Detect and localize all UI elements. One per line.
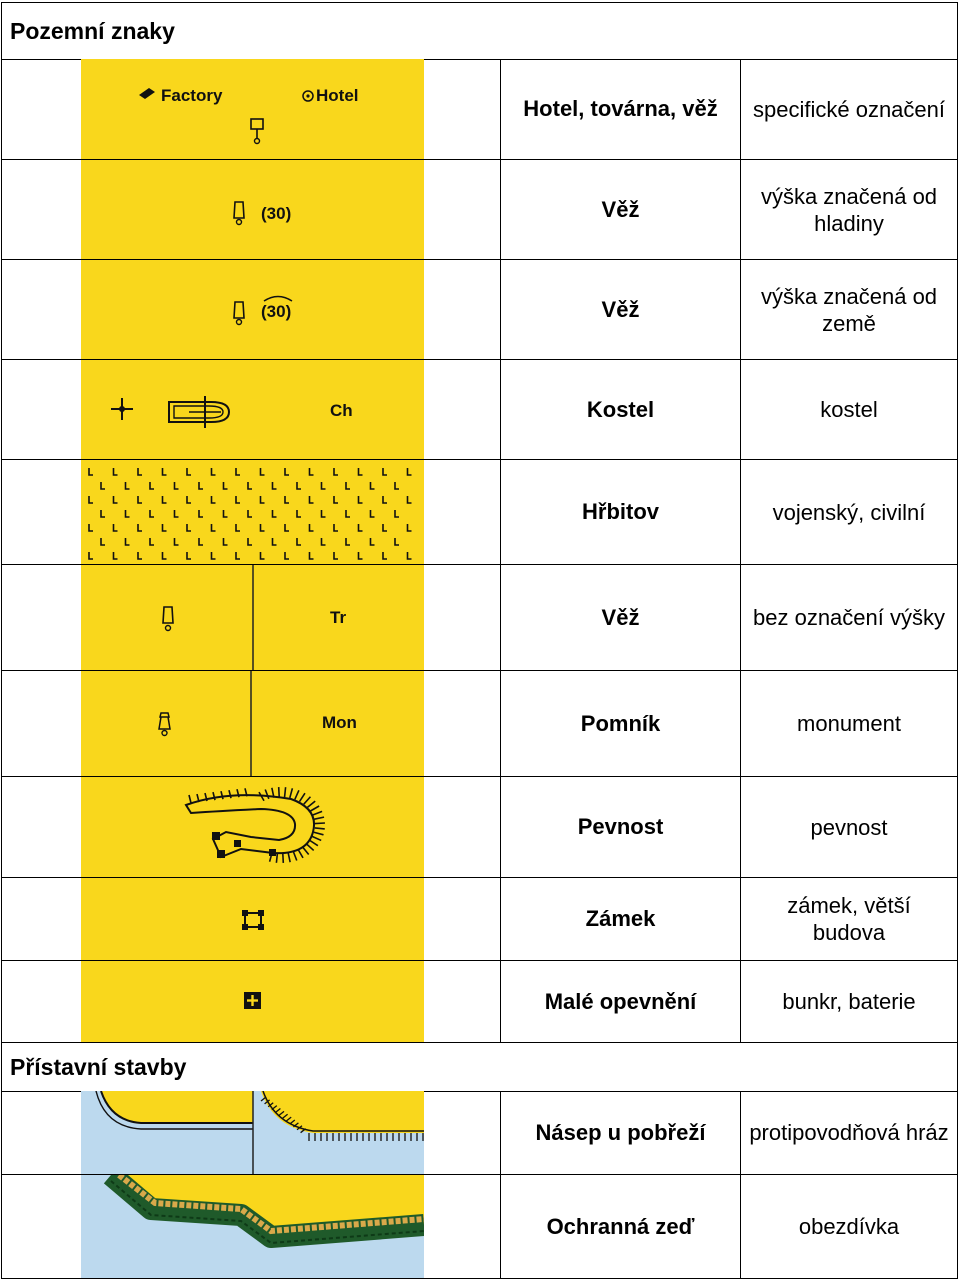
table-row <box>1 777 958 878</box>
symbol-name: Hřbitov <box>501 460 741 564</box>
symbol-description: pevnost <box>741 777 958 877</box>
label-church: Ch <box>330 401 353 420</box>
symbol-image-cell <box>1 878 501 960</box>
label-tower-height: (30) <box>261 204 292 223</box>
symbol-image-cell <box>1 460 501 564</box>
table-row <box>1 671 958 777</box>
symbol-hotel-factory-tower <box>81 59 424 159</box>
section-title-ground <box>1 2 958 60</box>
section-title-harbor <box>1 1042 958 1092</box>
symbol-image-cell <box>1 1091 501 1174</box>
symbol-cemetery <box>81 460 424 564</box>
section-title-ground-text: Pozemní znaky <box>10 17 175 44</box>
table-row <box>1 878 958 961</box>
symbol-image-cell <box>1 160 501 259</box>
symbol-image-cell <box>1 260 501 359</box>
table-row <box>1 160 958 260</box>
table-row <box>1 961 958 1043</box>
symbol-image-cell <box>1 961 501 1042</box>
symbol-name: Pomník <box>501 671 741 776</box>
symbol-church <box>81 360 424 459</box>
symbol-description: protipovodňová hráz <box>741 1091 958 1174</box>
symbol-description: bunkr, baterie <box>741 961 958 1042</box>
label-factory: Factory <box>161 86 223 105</box>
label-monument: Mon <box>322 713 357 732</box>
symbol-coastal-embankment <box>81 1091 424 1174</box>
symbol-description: obezdívka <box>741 1175 958 1278</box>
table-row <box>1 565 958 671</box>
symbol-image-cell <box>1 777 501 877</box>
symbol-name: Zámek <box>501 878 741 960</box>
symbol-name: Pevnost <box>501 777 741 877</box>
symbol-protective-wall <box>81 1175 424 1278</box>
table-row <box>1 460 958 565</box>
symbol-fortress <box>81 777 424 877</box>
symbol-name: Věž <box>501 565 741 670</box>
symbol-castle <box>81 878 424 960</box>
symbol-tower-no-height <box>81 565 424 670</box>
symbol-image-cell <box>1 59 501 159</box>
symbol-image-cell <box>1 1175 501 1278</box>
symbol-name: Kostel <box>501 360 741 459</box>
symbol-description: specifické označení <box>741 59 958 159</box>
label-hotel: Hotel <box>316 86 359 105</box>
section-title-harbor-text: Přístavní stavby <box>10 1053 187 1080</box>
label-tower: Tr <box>330 608 347 627</box>
symbol-small-fortification <box>81 961 424 1042</box>
symbol-description: kostel <box>741 360 958 459</box>
symbol-monument <box>81 671 424 776</box>
label-tower-height: (30) <box>261 302 292 321</box>
table-row <box>1 1091 958 1175</box>
symbol-name: Věž <box>501 260 741 359</box>
table-row <box>1 360 958 460</box>
table-row <box>1 59 958 160</box>
symbol-image-cell <box>1 565 501 670</box>
symbol-name: Ochranná zeď <box>501 1175 741 1278</box>
symbol-name: Násep u pobřeží <box>501 1091 741 1174</box>
symbol-name: Věž <box>501 160 741 259</box>
symbol-name: Hotel, továrna, věž <box>501 59 741 159</box>
symbol-description: vojenský, civilní <box>741 460 958 564</box>
symbol-image-cell <box>1 360 501 459</box>
symbol-description: výška značená od země <box>741 260 958 359</box>
symbol-tower-height-sea <box>81 160 424 259</box>
symbol-tower-height-ground <box>81 260 424 359</box>
symbol-description: zámek, větší budova <box>741 878 958 960</box>
symbol-name: Malé opevnění <box>501 961 741 1042</box>
table-row <box>1 1175 958 1279</box>
table-row <box>1 260 958 360</box>
symbol-image-cell <box>1 671 501 776</box>
symbol-description: monument <box>741 671 958 776</box>
symbol-description: bez označení výšky <box>741 565 958 670</box>
symbol-description: výška značená od hladiny <box>741 160 958 259</box>
